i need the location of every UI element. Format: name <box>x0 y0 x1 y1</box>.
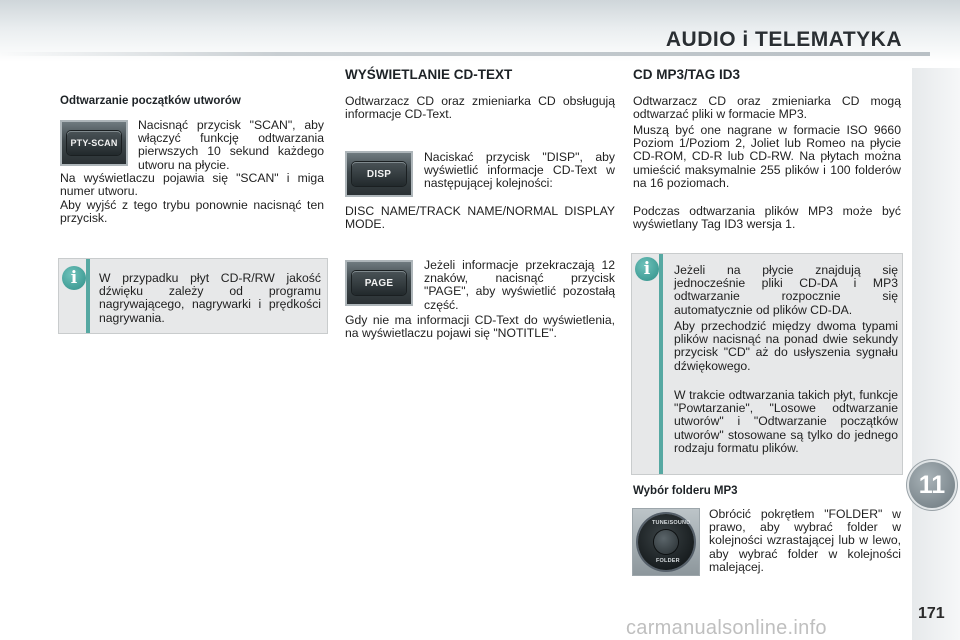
folder-subheading: Wybór folderu MP3 <box>633 485 738 497</box>
mp3-title: CD MP3/TAG ID3 <box>633 67 741 82</box>
mp3-info-p3: W trakcie odtwarzania takich płyt, funkcje "Powtarzanie", "Losowe odtwarzanie utworów" i "Odtwarzanie początków utworów" stosowane są tylko do jednego rodzaju formatu plików. <box>674 388 898 455</box>
mp3-p2: Muszą być one nagrane w formacie ISO 9660 Poziom 1/Poziom 2, Joliet lub Romeo na płycie CD-ROM, CD-R lub CD-RW. Na płytach można umieścić maksymalnie 255 plików i 100 folderów na 16 poziomach. <box>633 123 901 190</box>
disp-button-image <box>345 151 413 197</box>
pty-scan-button-label: PTY-SCAN <box>67 131 121 155</box>
info-box-accent <box>659 254 663 474</box>
watermark: carmanualsonline.info <box>626 617 827 639</box>
scan-display-note: Na wyświetlaczu pojawia się "SCAN" i miga numer utworu. <box>60 171 324 199</box>
knob-top-label: TUNE/SOUND <box>652 520 691 526</box>
page-number: 171 <box>918 605 945 622</box>
knob-center <box>654 530 678 554</box>
disp-order: DISC NAME/TRACK NAME/NORMAL DISPLAY MODE. <box>345 204 615 232</box>
mp3-info-p2: Aby przechodzić między dwoma typami plików nacisnąć na ponad dwie sekundy przycisk "CD" aż do usłyszenia sygnału dźwiękowego. <box>674 319 898 373</box>
disp-instruction: Naciskać przycisk "DISP", aby wyświetlić informacje CD-Text w następującej kolejności: <box>424 150 615 191</box>
scan-exit-note: Aby wyjść z tego trybu ponownie nacisnąć ten przycisk. <box>60 198 324 226</box>
mp3-info-p1: Jeżeli na płycie znajdują się jednocześnie pliki CD-DA i MP3 odtwarzanie rozpocznie się automatycznie od plików CD-DA. <box>674 263 898 317</box>
info-box-accent <box>86 259 90 333</box>
mp3-p1: Odtwarzacz CD oraz zmieniarka CD mogą odtwarzać pliki w formacie MP3. <box>633 94 901 122</box>
header-stripe <box>0 52 930 56</box>
pty-scan-button-image <box>60 120 128 166</box>
page-instruction: Jeżeli informacje przekraczają 12 znaków, nacisnąć przycisk "PAGE", aby wyświetlić pozostałą część. <box>424 258 615 312</box>
cd-text-title: WYŚWIETLANIE CD-TEXT <box>345 67 513 82</box>
cd-text-intro: Odtwarzacz CD oraz zmieniarka CD obsługują informacje CD-Text. <box>345 94 615 122</box>
info-box-mp3 <box>631 253 903 475</box>
chapter-badge: 11 <box>909 462 955 508</box>
page-button-label: PAGE <box>352 271 406 295</box>
info-icon: i <box>635 257 659 281</box>
info-icon: i <box>62 266 86 290</box>
col1-subheading: Odtwarzanie początków utworów <box>60 95 241 107</box>
info-text-cdrw: W przypadku płyt CD-R/RW jakość dźwięku zależy od programu nagrywającego, nagrywarki i prędkości nagrywania. <box>99 271 321 325</box>
folder-instruction: Obrócić pokrętłem "FOLDER" w prawo, aby wybrać folder w kolejności wzrastającej lub w lewo, aby wybrać folder w kolejności malejącej. <box>709 507 901 574</box>
notitle-note: Gdy nie ma informacji CD-Text do wyświetlenia, na wyświetlaczu pojawi się "NOTITLE". <box>345 313 615 341</box>
scan-instruction: Nacisnąć przycisk "SCAN", aby włączyć funkcję odtwarzania pierwszych 10 sekund każdego utworu na płycie. <box>138 118 324 172</box>
knob-outer-ring <box>638 514 694 570</box>
mp3-p3: Podczas odtwarzania plików MP3 może być wyświetlany Tag ID3 wersja 1. <box>633 204 901 232</box>
page-header-title: AUDIO i TELEMATYKA <box>665 28 902 51</box>
side-bar <box>912 68 960 640</box>
folder-knob-image <box>632 508 700 576</box>
info-box-cdrw <box>58 258 328 334</box>
page-button-image <box>345 260 413 306</box>
knob-bottom-label: FOLDER <box>656 558 680 564</box>
disp-button-label: DISP <box>352 162 406 186</box>
